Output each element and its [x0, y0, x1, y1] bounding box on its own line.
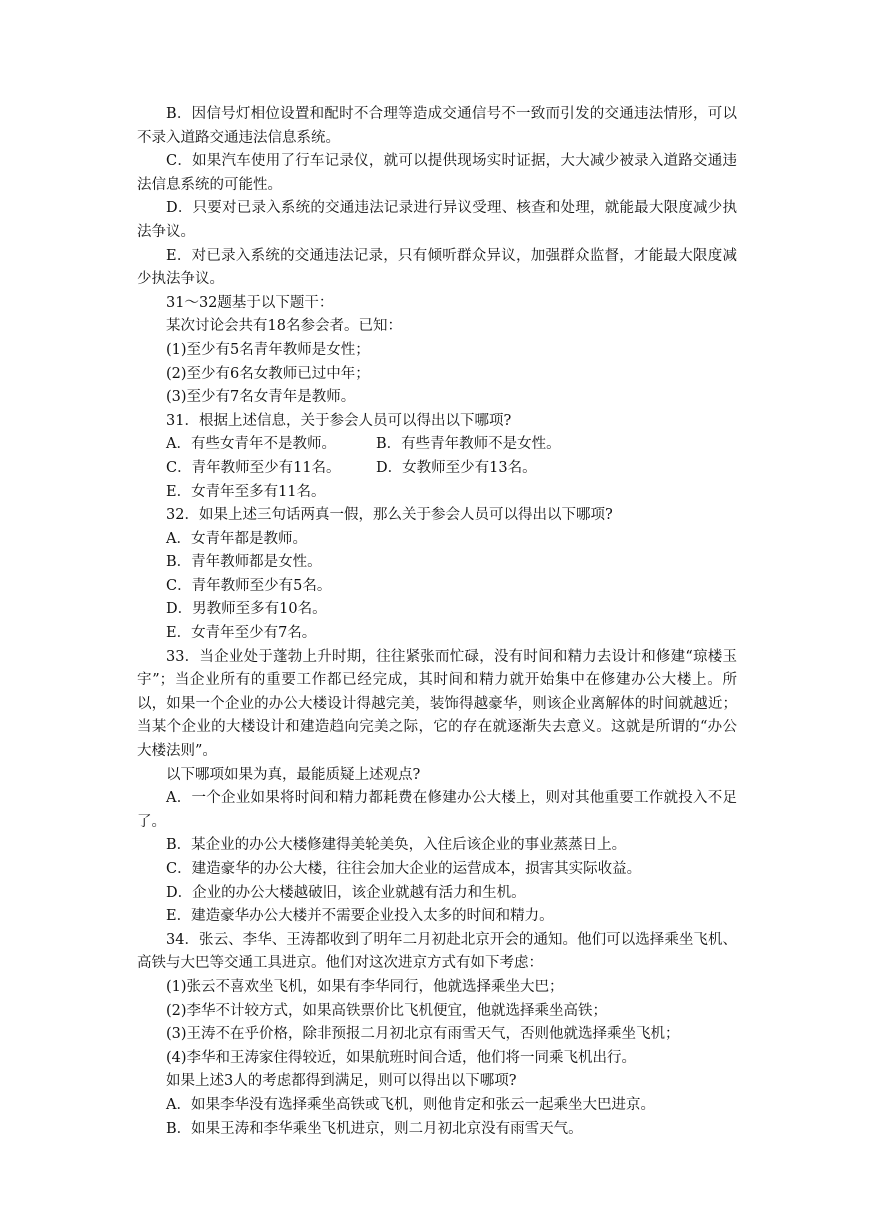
question-32-option-b: B．青年教师都是女性。: [166, 554, 322, 571]
question-32-option-a: A．女青年都是教师。: [166, 530, 307, 547]
question-33-option-e: E．建造豪华办公大楼并不需要企业投入太多的时间和精力。: [166, 908, 554, 925]
question-34-option-a: A．如果李华没有选择乘坐高铁或飞机，则他肯定和张云一起乘坐大巴进京。: [166, 1096, 655, 1113]
question-32-option-d: D．男教师至多有10名。: [166, 601, 327, 618]
question-34-condition-1: (1)张云不喜欢坐飞机，如果有李华同行，他就选择乘坐大巴；: [166, 978, 564, 995]
question-34-condition-4: (4)李华和王涛家住得较近，如果航班时间合适，他们将一同乘飞机出行。: [166, 1049, 637, 1066]
question-31-option-e: E．女青年至多有11名。: [166, 483, 326, 500]
question-31-option-a: A．有些女青年不是教师。: [166, 436, 336, 453]
question-32: 32．如果上述三句话两真一假，那么关于参会人员可以得出以下哪项?: [166, 507, 613, 524]
document-body: [137, 103, 737, 1141]
question-34: 34．张云、李华、王涛都收到了明年二月初赴北京开会的通知。他们可以选择乘坐飞机、高铁与大巴等交通工具进京。他们对这次进京方式有如下考虑：: [137, 931, 737, 972]
option-d-paragraph: D．只要对已录入系统的交通违法记录进行异议受理、核查和处理，就能最大限度减少执法争议。: [137, 200, 737, 240]
question-31-option-c: C．青年教师至少有11名。: [166, 459, 341, 476]
question-group-premise: 某次讨论会共有18名参会者。已知：: [166, 318, 402, 335]
question-31-options-row-2: [137, 457, 737, 481]
question-31-options-row-1: [137, 433, 737, 457]
question-33: 33．当企业处于蓬勃上升时期，往往紧张而忙碌，没有时间和精力去设计和修建“琼楼玉宇”；当企业所有的重要工作都已经完成，其时间和精力就开始集中在修建办公大楼上。所以，如果一个企业的办公大楼设计得越完美，装饰得越豪华，则该企业离解体的时间就越近；当某个企业的大楼设计和建造趋向完美之际，它的存在就逐渐失去意义。这就是所谓的“办公大楼法则”。: [137, 648, 737, 760]
option-b-paragraph: B．因信号灯相位设置和配时不合理等造成交通信号不一致而引发的交通违法情形，可以不录入道路交通违法信息系统。: [137, 106, 737, 146]
premise-3: (3)至少有7名女青年是教师。: [166, 389, 356, 406]
question-33-option-a: A．一个企业如果将时间和精力都耗费在修建办公大楼上，则对其他重要工作就投入不足了。: [137, 790, 737, 830]
question-31: 31．根据上述信息，关于参会人员可以得出以下哪项?: [166, 412, 512, 429]
question-34-stem: 如果上述3人的考虑都得到满足，则可以得出以下哪项?: [166, 1073, 517, 1090]
question-group-heading: 31～32题基于以下题干：: [166, 294, 334, 311]
question-34-condition-3: (3)王涛不在乎价格，除非预报二月初北京有雨雪天气，否则他就选择乘坐飞机；: [166, 1026, 680, 1043]
question-33-option-b: B．某企业的办公大楼修建得美轮美奂，入住后该企业的事业蒸蒸日上。: [166, 837, 627, 854]
question-34-option-b: B．如果王涛和李华乘坐飞机进京，则二月初北京没有雨雪天气。: [166, 1120, 583, 1137]
question-32-option-c: C．青年教师至少有5名。: [166, 577, 332, 594]
question-32-option-e: E．女青年至少有7名。: [166, 625, 317, 642]
question-33-option-d: D．企业的办公大楼越破旧，该企业就越有活力和生机。: [166, 884, 526, 901]
question-33-option-c: C．建造豪华的办公大楼，往往会加大企业的运营成本，损害其实际收益。: [166, 861, 642, 877]
question-31-option-d: D．女教师至少有13名。: [376, 459, 537, 476]
premise-2: (2)至少有6名女教师已过中年；: [166, 365, 370, 382]
option-c-paragraph: C．如果汽车使用了行车记录仪，就可以提供现场实时证据，大大减少被录入道路交通违法信息系统的可能性。: [137, 153, 737, 193]
option-e-paragraph: E．对已录入系统的交通违法记录，只有倾听群众异议，加强群众监督，才能最大限度减少执法争议。: [137, 247, 737, 288]
question-33-stem: 以下哪项如果为真，最能质疑上述观点?: [166, 766, 421, 783]
question-34-condition-2: (2)李华不计较方式，如果高铁票价比飞机便宜，他就选择乘坐高铁；: [166, 1002, 608, 1019]
premise-1: (1)至少有5名青年教师是女性；: [166, 341, 370, 358]
question-31-option-b: B．有些青年教师不是女性。: [376, 436, 561, 453]
